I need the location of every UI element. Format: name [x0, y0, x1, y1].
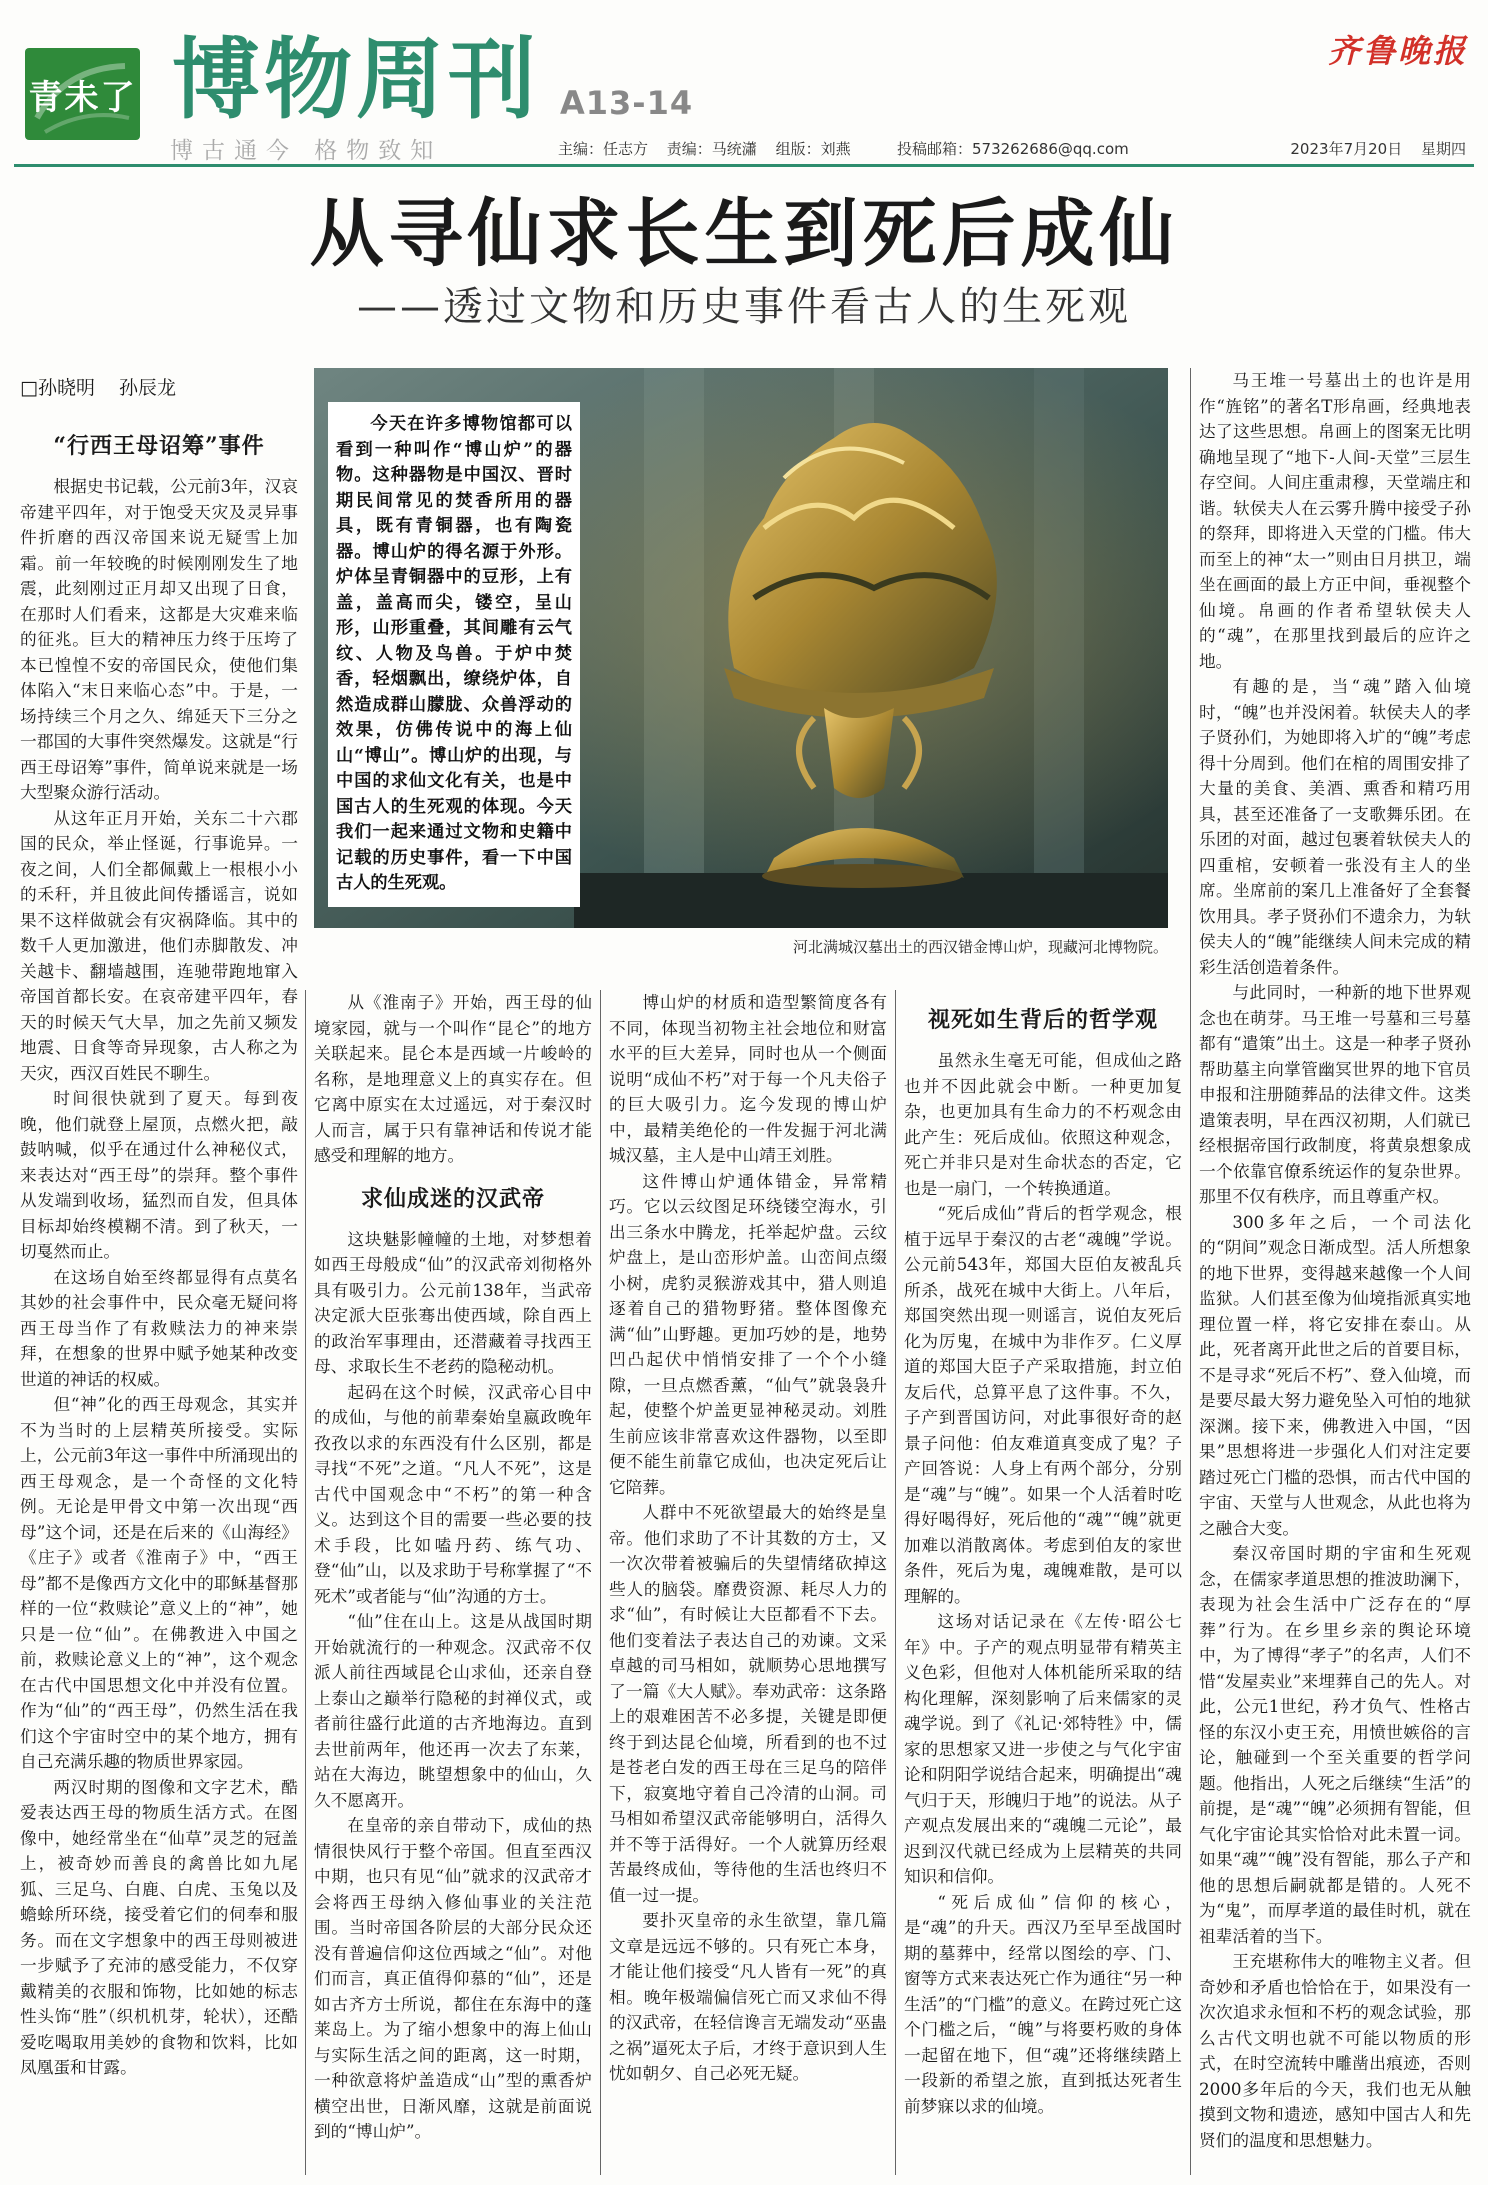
column-3 — [609, 990, 887, 2173]
article-headline: 从寻仙求长生到死后成仙 — [309, 191, 1179, 277]
logo-text: 青未了 — [28, 77, 137, 118]
paragraph: “仙”住在山上。这是从战国时期开始就流行的一种观念。汉武帝不仅派人前往西域昆仑山求仙，还亲自登上泰山之巅举行隐秘的封禅仪式，或者前往盛行此道的古齐地海边。直到去世前两年，他还再一次去了东莱，站在大海边，眺望想象中的仙山，久久不愿离开。 — [314, 1611, 592, 1810]
boshan-censer-photo — [314, 368, 1168, 928]
paragraph: 在这场自始至终都显得有点莫名其妙的社会事件中，民众毫无疑问将西王母当作了有救赎法力的神来崇拜，在想象的世界中赋予她某种改变世道的神话的权威。 — [20, 1266, 298, 1389]
author-2: 孙辰龙 — [119, 377, 177, 399]
issue-weekday: 星期四 — [1420, 140, 1466, 158]
qingweiliao-logo — [25, 48, 140, 140]
column-divider — [895, 990, 896, 2175]
photo-caption: 河北满城汉墓出土的西汉错金博山炉，现藏河北博物院。 — [792, 938, 1168, 956]
column-divider — [305, 990, 306, 2175]
section-title: 博物周刊 — [172, 28, 541, 131]
paragraph: 在皇帝的亲自带动下，成仙的热情很快风行于整个帝国。但直至西汉中期，也只有见“仙”就求的汉武帝才会将西王母纳入修仙事业的关注范围。当时帝国各阶层的大部分民众还没有普遍信仰这位西域之“仙”。对他们而言，真正值得仰慕的“仙”，还是如古齐方士所说，都住在东海中的蓬莱岛上。为了缩小想象中的海上仙山与实际生活之间的距离，这一时期，一种欲意将炉盖造成“山”型的熏香炉横空出世，日渐风靡，这就是前面说到的“博山炉”。 — [314, 1815, 592, 2141]
newspaper-name: 齐鲁晚报 — [1327, 32, 1468, 70]
column-divider — [1190, 368, 1191, 2175]
chief-editor: 主编：任志方 — [558, 140, 649, 158]
article-intro: 今天在许多博物馆都可以看到一种叫作“博山炉”的器物。这种器物是中国汉、晋时期民间常见的焚香所用的器具，既有青铜器，也有陶瓷器。博山炉的得名源于外形。炉体呈青铜器中的豆形，上有盖，盖高而尖，镂空，呈山形，山形重叠，其间雕有云气纹、人物及鸟兽。于炉中焚香，轻烟飘出，缭绕炉体，自然造成群山朦胧、众兽浮动的效果，仿佛传说中的海上仙山“博山”。博山炉的出现，与中国的求仙文化有关，也是中国古人的生死观的体现。今天我们一起来通过文物和史籍中记载的历史事件，看一下中国古人的生死观。 — [330, 404, 578, 905]
paragraph: 时间很快就到了夏天。每到夜晚，他们就登上屋顶，点燃火把，敲鼓呐喊，似乎在通过什么神秘仪式，来表达对“西王母”的崇拜。整个事件从发端到收场，猛烈而自发，但具体目标却始终模糊不清。到了秋天，一切戛然而止。 — [20, 1088, 298, 1261]
paragraph: 马王堆一号墓出土的也许是用作“旌铭”的著名T形帛画，经典地表达了这些思想。帛画上的图案无比明确地呈现了“地下-人间-天堂”三层生存空间。人间庄重肃穆，天堂端庄和谐。轪侯夫人在云雾升腾中接受子孙的祭拜，即将进入天堂的门槛。伟大而至上的神“太一”则由日月拱卫，端坐在画面的最上方正中间，垂视整个仙境。帛画的作者希望轪侯夫人的“魂”，在那里找到最后的应许之地。 — [1199, 370, 1471, 671]
section-motto: 博古通今 格物致知 — [170, 138, 443, 164]
column-2 — [314, 990, 592, 2173]
paragraph: 起码在这个时候，汉武帝心目中的成仙，与他的前辈秦始皇嬴政晚年孜孜以求的东西没有什么区别，都是寻找“不死”之道。“凡人不死”，这是古代中国观念中“不朽”的第一种含义。达到这个目的需要一些必要的技术手段，比如嗑丹药、练气功、登“仙”山，以及求助于号称掌握了“不死术”或者能与“仙”沟通的方士。 — [314, 1381, 592, 1606]
dateline — [1276, 138, 1466, 159]
paragraph: 两汉时期的图像和文字艺术，酷爱表达西王母的物质生活方式。在图像中，她经常坐在“仙草”灵芝的冠盖上，被奇妙而善良的禽兽比如九尾狐、三足乌、白鹿、白虎、玉兔以及蟾蜍所环绕，接受着它们的伺奉和服务。而在文字想象中的西王母则被进一步赋予了充沛的感受能力，不仅穿戴精美的衣服和饰物，比如她的标志性头饰“胜”（织机机芽，轮状），还酷爱吃喝取用美妙的食物和饮料，比如凤凰蛋和甘露。 — [20, 1776, 298, 2077]
paragraph: 这场对话记录在《左传·昭公七年》中。子产的观点明显带有精英主义色彩，但他对人体机能所采取的结构化理解，深刻影响了后来儒家的灵魂学说。到了《礼记·郊特牲》中，儒家的思想家又进一步使之与气化宇宙论和阴阳学说结合起来，明确提出“魂气归于天，形魄归于地”的说法。从子产观点发展出来的“魂魄二元论”，最迟到汉代就已经成为上层精英的共同知识和信仰。 — [904, 1611, 1182, 1886]
paragraph: 秦汉帝国时期的宇宙和生死观念，在儒家孝道思想的推波助澜下，表现为社会生活中广泛存在的“厚葬”行为。在乡里乡亲的舆论环境中，为了博得“孝子”的名声，人们不惜“发屋卖业”来埋葬自己的先人。对此，公元1世纪，矜才负气、性格古怪的东汉小吏王充，用愤世嫉俗的言论，触碰到一个至关重要的哲学问题。他指出，人死之后继续“生活”的前提，是“魂”“魄”必须拥有智能，但气化宇宙论其实恰恰对此未置一词。如果“魂”“魄”没有智能，那么子产和他的思想后嗣就都是错的。人死不为“鬼”，而厚孝道的最佳时机，就在祖辈活着的当下。 — [1199, 1543, 1471, 1946]
paragraph: “死后成仙”信仰的核心，是“魂”的升天。西汉乃至早至战国时期的墓葬中，经常以图绘的亭、门、窗等方式来表达死亡作为通往“另一种生活”的“门槛”的意义。在跨过死亡这个门槛之后，“魄”与将要朽败的身体一起留在地下，但“魂”还将继续踏上一段新的希望之旅，直到抵达死者生前梦寐以求的仙境。 — [904, 1891, 1182, 2116]
byline — [20, 373, 194, 400]
masthead-rule — [14, 164, 1474, 167]
paragraph: 博山炉的材质和造型繁简度各有不同，体现当初物主社会地位和财富水平的巨大差异，同时也从一个侧面说明“成仙不朽”对于每一个凡夫俗子的巨大吸引力。迄今发现的博山炉中，最精美绝伦的一件发掘于河北满城汉墓，主人是中山靖王刘胜。 — [609, 992, 887, 1165]
paragraph: 从这年正月开始，关东二十六郡国的民众，举止怪诞，行事诡异。一夜之间，人们全都佩戴上一根根小小的禾秆，并且彼此间传播谣言，说如果不这样做就会有灾祸降临。其中的数千人更加激进，他们赤脚散发、冲关越卡、翻墙越围，连驰带跑地窜入帝国首都长安。在哀帝建平四年，春天的时候天气大旱，加之先前又频发地震、日食等奇异现象，古人称之为天灾，西汉百姓民不聊生。 — [20, 807, 298, 1083]
layout-designer: 组版：刘燕 — [775, 140, 851, 158]
paragraph: 有趣的是，当“魂”踏入仙境时，“魄”也并没闲着。轪侯夫人的孝子贤孙们，为她即将入圹的“魄”考虑得十分周到。他们在棺的周围安排了大量的美食、美酒、熏香和精巧用具，甚至还准备了一支歌舞乐团。在乐团的对面，越过包裹着轪侯夫人的四重棺，安顿着一张没有主人的坐席。坐席前的案几上准备好了全套餐饮用具。孝子贤孙们不遗余力，为轪侯夫人的“魄”能继续人间未完成的精彩生活创造着条件。 — [1199, 676, 1471, 977]
column-5 — [1199, 368, 1471, 2173]
paragraph: 这块魅影幢幢的土地，对梦想着如西王母般成“仙”的汉武帝刘彻格外具有吸引力。公元前138年，当武帝决定派大臣张骞出使西域，除自西上的政治军事理由，还潜藏着寻找西王母、求取长生不老药的隐秘动机。 — [314, 1228, 592, 1376]
paragraph: 与此同时，一种新的地下世界观念也在萌芽。马王堆一号墓和三号墓都有“遣策”出土。这是一种孝子贤孙帮助墓主向掌管幽冥世界的地下官员申报和注册随葬品的法律文件。这类遣策表明，早在西汉初期，人们就已经根据帝国行政制度，将黄泉想象成一个依靠官僚系统运作的复杂世界。那里不仅有秩序，而且尊重产权。 — [1199, 982, 1471, 1206]
paragraph: 但“神”化的西王母观念，其实并不为当时的上层精英所接受。实际上，公元前3年这一事件中所涌现出的西王母观念，是一个奇怪的文化特例。无论是甲骨文中第一次出现“西母”这个词，还是在后来的《山海经》《庄子》或者《淮南子》中，“西王母”都不是像西方文化中的耶稣基督那样的一位“救赎论”意义上的“神”，她只是一位“仙”。在佛教进入中国之前，救赎论意义上的“神”，这个观念在古代中国思想文化中并没有位置。作为“仙”的“西王母”，仍然生活在我们这个宇宙时空中的某个地方，拥有自己充满乐趣的物质世界家园。 — [20, 1394, 298, 1771]
paragraph: 这件博山炉通体错金，异常精巧。它以云纹图足环绕镂空海水，引出三条水中腾龙，托举起炉盘。云纹炉盘上，是山峦形炉盖。山峦间点缀小树，虎豹灵猴游戏其中，猎人则追逐着自己的猎物野猪。整体图像充满“仙”山野趣。更加巧妙的是，地势凹凸起伏中悄悄安排了一个个小缝隙，一旦点燃香薰，“仙气”就袅袅升起，使整个炉盖更显神秘灵动。刘胜生前应该非常喜欢这件器物，以至即便不能生前靠它成仙，也决定死后让它陪葬。 — [609, 1170, 887, 1497]
paragraph: 王充堪称伟大的唯物主义者。但奇妙和矛盾也恰恰在于，如果没有一次次追求永恒和不朽的观念试验，那么古代文明也就不可能以物质的形式，在时空流转中雕凿出痕迹，否则2000多年后的今天，我们也无从触摸到文物和遗迹，感知中国古人和先贤们的温度和思想魅力。 — [1199, 1951, 1471, 2150]
issue-date: 2023年7月20日 — [1290, 140, 1403, 158]
page-number: A13-14 — [560, 84, 694, 122]
responsible-editor: 责编：马统瀟 — [666, 140, 757, 158]
submission-email: 投稿邮箱：573262686@qq.com — [897, 140, 1129, 158]
paragraph: 虽然永生毫无可能，但成仙之路也并不因此就会中断。一种更加复杂，也更加具有生命力的不朽观念由此产生：死后成仙。依照这种观念，死亡并非只是对生命状态的否定，它也是一扇门，一个转换通道。 — [904, 1050, 1182, 1198]
paragraph: 要扑灭皇帝的永生欲望，靠几篇文章是远远不够的。只有死亡本身，才能让他们接受“凡人皆有一死”的真相。晚年极端偏信死亡而又求仙不得的汉武帝，在轻信谗言无端发动“巫蛊之祸”逼死太子后，才终于意识到人生忧如朝夕、自己必死无疑。 — [609, 1910, 887, 2083]
column-divider — [600, 990, 601, 2175]
article-subheadline: ——透过文物和历史事件看古人的生死观 — [357, 284, 1131, 330]
section-heading: 求仙成迷的汉武帝 — [360, 1185, 545, 1212]
paragraph: “死后成仙”背后的哲学观念，根植于远早于秦汉的古老“魂魄”学说。公元前543年，郑国大臣伯友被乱兵所杀，战死在城中大街上。八年后，郑国突然出现一则谣言，说伯友死后化为厉鬼，在城中为非作歹。仁义厚道的郑国大臣子产采取措施，封立伯友后代，总算平息了这件事。不久，子产到晋国访问，对此事很好奇的赵景子问他：伯友难道真变成了鬼？子产回答说：人身上有两个部分，分别是“魂”与“魄”。如果一个人活着时吃得好喝得好，死后他的“魂”“魄”就更加难以消散离体。考虑到伯友的家世条件，死后为鬼，魂魄难散，是可以理解的。 — [904, 1203, 1182, 1606]
paragraph: 300多年之后，一个司法化的“阴间”观念日渐成型。活人所想象的地下世界，变得越来越像一个人间监狱。人们甚至像为仙境指派真实地理位置一样，将它安排在泰山。从此，死者离开此世之后的首要目标，不是寻求“死后不朽”、登入仙境，而是要尽最大努力避免坠入可怕的地狱深渊。接下来，佛教进入中国，“因果”思想将进一步强化人们对注定要踏过死亡门槛的恐惧，而古代中国的宇宙、天堂与人世观念，从此也将为之融合大变。 — [1199, 1211, 1471, 1538]
editor-credits — [558, 138, 865, 159]
column-4 — [904, 1002, 1182, 2173]
paragraph: 根据史书记载，公元前3年，汉哀帝建平四年，对于饱受天灾及灵异事件折磨的西汉帝国来说无疑雪上加霜。前一年较晚的时候刚刚发生了地震，此刻刚过正月却又出现了日食，在那时人们看来，这都是大灾难来临的征兆。巨大的精神压力终于压垮了本已惶惶不安的帝国民众，使他们集体陷入“末日来临心态”中。于是，一场持续三个月之久、绵延天下三分之一郡国的大事件突然爆发。这就是“行西王母诏筹”事件，简单说来就是一场大型聚众游行活动。 — [20, 476, 298, 802]
section-heading: “行西王母诏筹”事件 — [53, 433, 265, 459]
paragraph: 从《淮南子》开始，西王母的仙境家园，就与一个叫作“昆仑”的地方关联起来。昆仑本是西域一片峻岭的名称，是地理意义上的真实存在。但它离中原实在太过遥远，对于秦汉时人而言，属于只有靠神话和传说才能感受和理解的地方。 — [314, 992, 592, 1165]
paragraph: 人群中不死欲望最大的始终是皇帝。他们求助了不计其数的方士，又一次次带着被骗后的失望情绪砍掉这些人的脑袋。靡费资源、耗尽人力的求“仙”，有时候让大臣都看不下去。他们变着法子表达自己的劝谏。文采卓越的司马相如，就顺势心思地撰写了一篇《大人赋》。奉劝武帝：这条路上的艰难困苦不必多提，关键是即便终于到达昆仑仙境，所看到的也不过是苍老白发的西王母在三足乌的陪伴下，寂寞地守着自己冷清的山洞。司马相如希望汉武帝能够明白，活得久并不等于活得好。一个人就算历经艰苦最终成仙，等待他的生活也终归不值一过一提。 — [609, 1502, 887, 1905]
author-1: □孙晓明 — [20, 377, 95, 399]
section-heading: 视死如生背后的哲学观 — [927, 1007, 1158, 1033]
column-1 — [20, 428, 298, 2173]
